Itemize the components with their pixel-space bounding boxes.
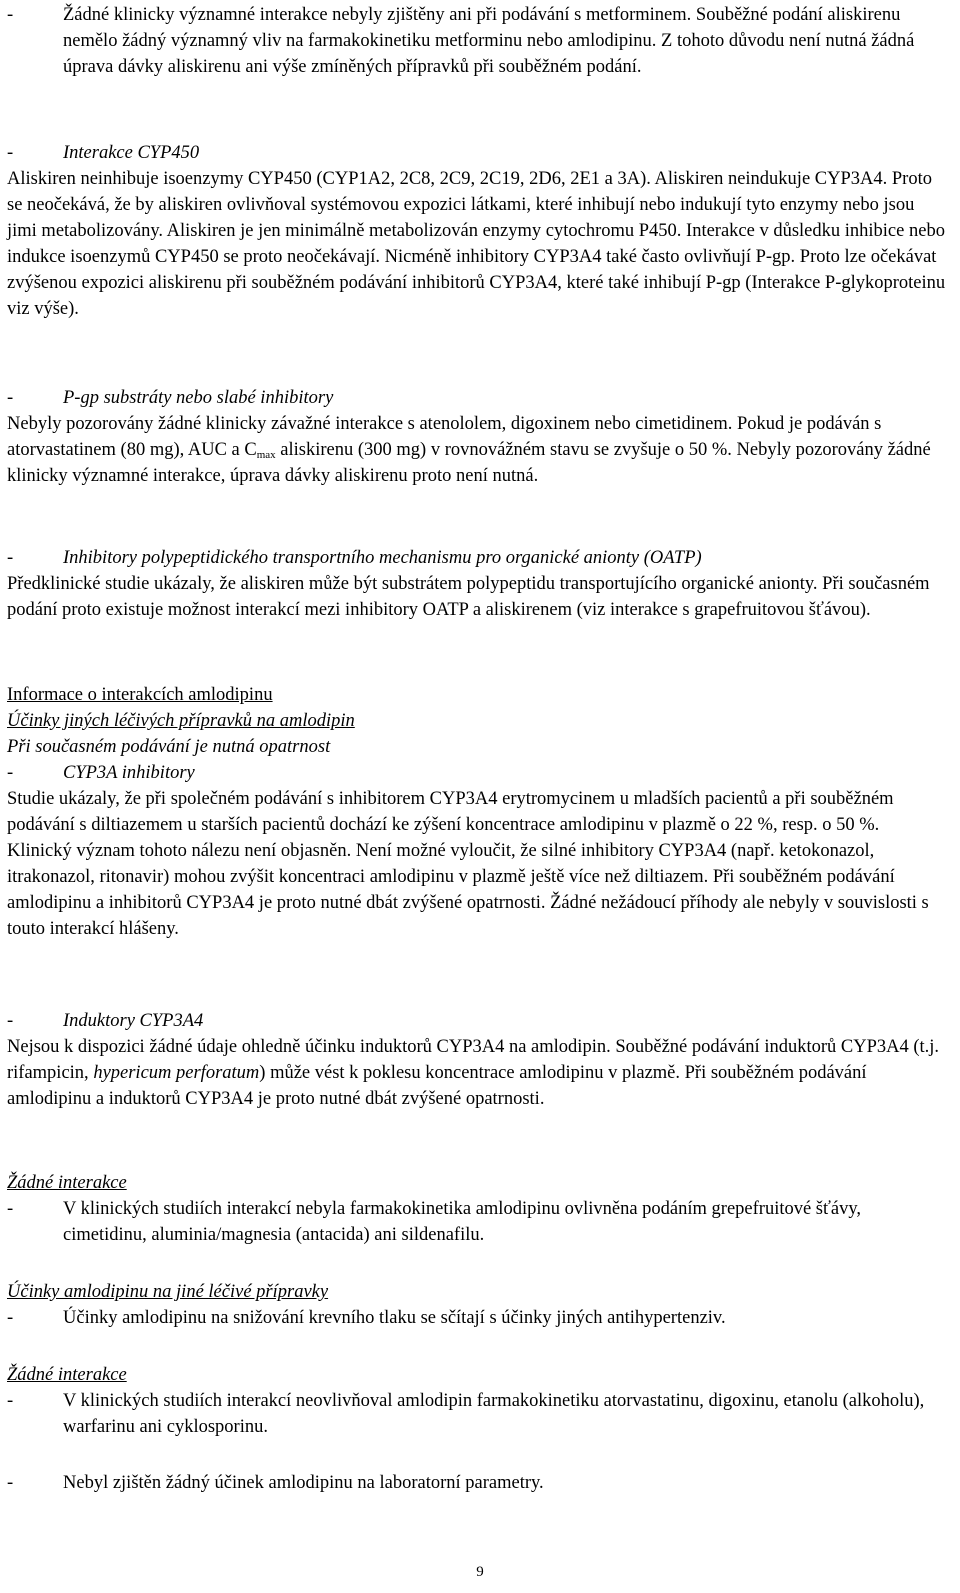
section-text: V klinických studiích interakcí nebyla farmakokinetika amlodipinu ovlivněna podáním grepefruitové šťávy, cimetidinu, aluminia/magnesia (antacida) ani sildenafilu. [63, 1199, 862, 1245]
section-heading: Žádné interakce [7, 1173, 127, 1193]
no-interactions-section-2 [7, 1362, 947, 1440]
section-heading: CYP3A inhibitory [63, 763, 195, 783]
section-text: Studie ukázaly, že při společném podávání s inhibitorem CYP3A4 erytromycinem u mladších pacientů a při souběžném podávání s diltiazemem u starších pacientů dochází ke zýšení koncentrace amlodipinu v plazmě o 22 %, resp. o 50 %. Klinický význam tohoto nálezu není objasněn. Není možné vyloučit, že silné inhibitory CYP3A4 (např. ketokonazol, itrakonazol, ritonavir) mohou zvýšit koncentraci amlodipinu v plazmě ještě více než diltiazem. Při souběžném podávání amlodipinu a inhibitorů CYP3A4 je proto nutné dbát zvýšené opatrnosti. Žádné nežádoucí příhody ale nebyly v souvislosti s touto interakcí hlášeny. [7, 789, 929, 939]
section-text: Účinky amlodipinu na snižování krevního tlaku se sčítají s účinky jiných antihypertenziv. [63, 1308, 726, 1328]
section-heading: Účinky amlodipinu na jiné léčivé přípravky [7, 1282, 329, 1302]
italic-term: hypericum perforatum [93, 1063, 260, 1083]
section-heading: P-gp substráty nebo slabé inhibitory [63, 388, 334, 408]
pgp-section [7, 385, 947, 489]
section-heading: Interakce CYP450 [63, 143, 200, 163]
section-text: V klinických studiích interakcí neovlivňoval amlodipin farmakokinetiku atorvastatinu, digoxinu, etanolu (alkoholu), warfarinu ani cyklosporinu. [63, 1391, 925, 1437]
bullet-dash: - [7, 1308, 14, 1328]
oatp-section [7, 545, 947, 623]
amlodipine-subtitle: Účinky jiných léčivých přípravků na amlodipin [7, 711, 355, 731]
text-part-1: Nejsou k dispozici žádné údaje ohledně účinku induktorů CYP3A4 na amlodipin. Souběžné podávání induktorů CYP3A4 (t.j. rifampicin, [7, 1037, 940, 1083]
page-number: 9 [476, 1564, 484, 1580]
bullet-dash: - [7, 5, 14, 25]
amlodipine-effects-section [7, 1279, 947, 1331]
section-heading: Inhibitory polypeptidického transportního mechanismu pro organické anionty (OATP) [63, 548, 702, 568]
cyp450-section [7, 140, 947, 322]
amlodipine-title: Informace o interakcích amlodipinu [7, 685, 273, 705]
bullet-dash: - [7, 1011, 14, 1031]
section-text [7, 411, 947, 489]
metformin-paragraph [7, 2, 947, 80]
bullet-dash: - [7, 388, 14, 408]
section-text [7, 1034, 947, 1112]
section-text: Předklinické studie ukázaly, že aliskiren může být substrátem polypeptidu transportujícího organické anionty. Při současném podání proto existuje možnost interakcí mezi inhibitory OATP a aliskirenem (viz interakce s grapefruitovou šťávou). [7, 574, 930, 620]
paragraph-text: Nebyl zjištěn žádný účinek amlodipinu na laboratorní parametry. [63, 1473, 544, 1493]
paragraph-text: Žádné klinicky významné interakce nebyly zjištěny ani při podávání s metforminem. Souběžné podání aliskirenu nemělo žádný významný vliv na farmakokinetiku metforminu nebo amlodipinu. Z tohoto důvodu není nutná žádná úprava dávky aliskirenu ani výše zmíněných přípravků při souběžném podání. [63, 5, 915, 77]
caution-note: Při současném podávání je nutná opatrnost [7, 737, 331, 757]
text-part-2: ) může vést k poklesu koncentrace amlodipinu v plazmě. Při souběžném podávání amlodipinu a induktorů CYP3A4 je proto nutné dbát zvýšené opatrnosti. [7, 1063, 867, 1109]
bullet-dash: - [7, 1473, 14, 1493]
no-interactions-section-1 [7, 1170, 947, 1248]
inducers-section [7, 1008, 947, 1112]
lab-parameters-paragraph [7, 1470, 947, 1496]
cmax-subscript: max [256, 449, 276, 461]
text-part-1: Nebyly pozorovány žádné klinicky závažné interakce s atenololem, digoxinem nebo cimetidinem. Pokud je podáván s atorvastatinem (80 mg), AUC a C [7, 414, 882, 460]
bullet-dash: - [7, 1199, 14, 1219]
text-part-2: aliskirenu (300 mg) v rovnovážném stavu se zvyšuje o 50 %. Nebyly pozorovány žádné klinicky významné interakce, úprava dávky aliskirenu proto není nutná. [7, 440, 931, 486]
amlodipine-section [7, 682, 947, 942]
section-heading: Žádné interakce [7, 1365, 127, 1385]
section-heading: Induktory CYP3A4 [63, 1011, 204, 1031]
section-text: Aliskiren neinhibuje isoenzymy CYP450 (CYP1A2, 2C8, 2C9, 2C19, 2D6, 2E1 a 3A). Aliskiren neindukuje CYP3A4. Proto se neočekává, že by aliskiren ovlivňoval systémovou expozici látkami, které inhibují nebo indukují tyto enzymy nebo jsou jimi metabolizovány. Aliskiren je jen minimálně metabolizován enzymy cytochromu P450. Interakce v důsledku inhibice nebo indukce isoenzymů CYP450 se proto neočekávají. Nicméně inhibitory CYP3A4 také často ovlivňují P-gp. Proto lze očekávat zvýšenou expozici aliskirenu při souběžném podávání inhibitorů CYP3A4, které také inhibují P-gp (Interakce P-glykoproteinu viz výše). [7, 169, 946, 319]
bullet-dash: - [7, 763, 14, 783]
bullet-dash: - [7, 548, 14, 568]
bullet-dash: - [7, 1391, 14, 1411]
bullet-dash: - [7, 143, 14, 163]
